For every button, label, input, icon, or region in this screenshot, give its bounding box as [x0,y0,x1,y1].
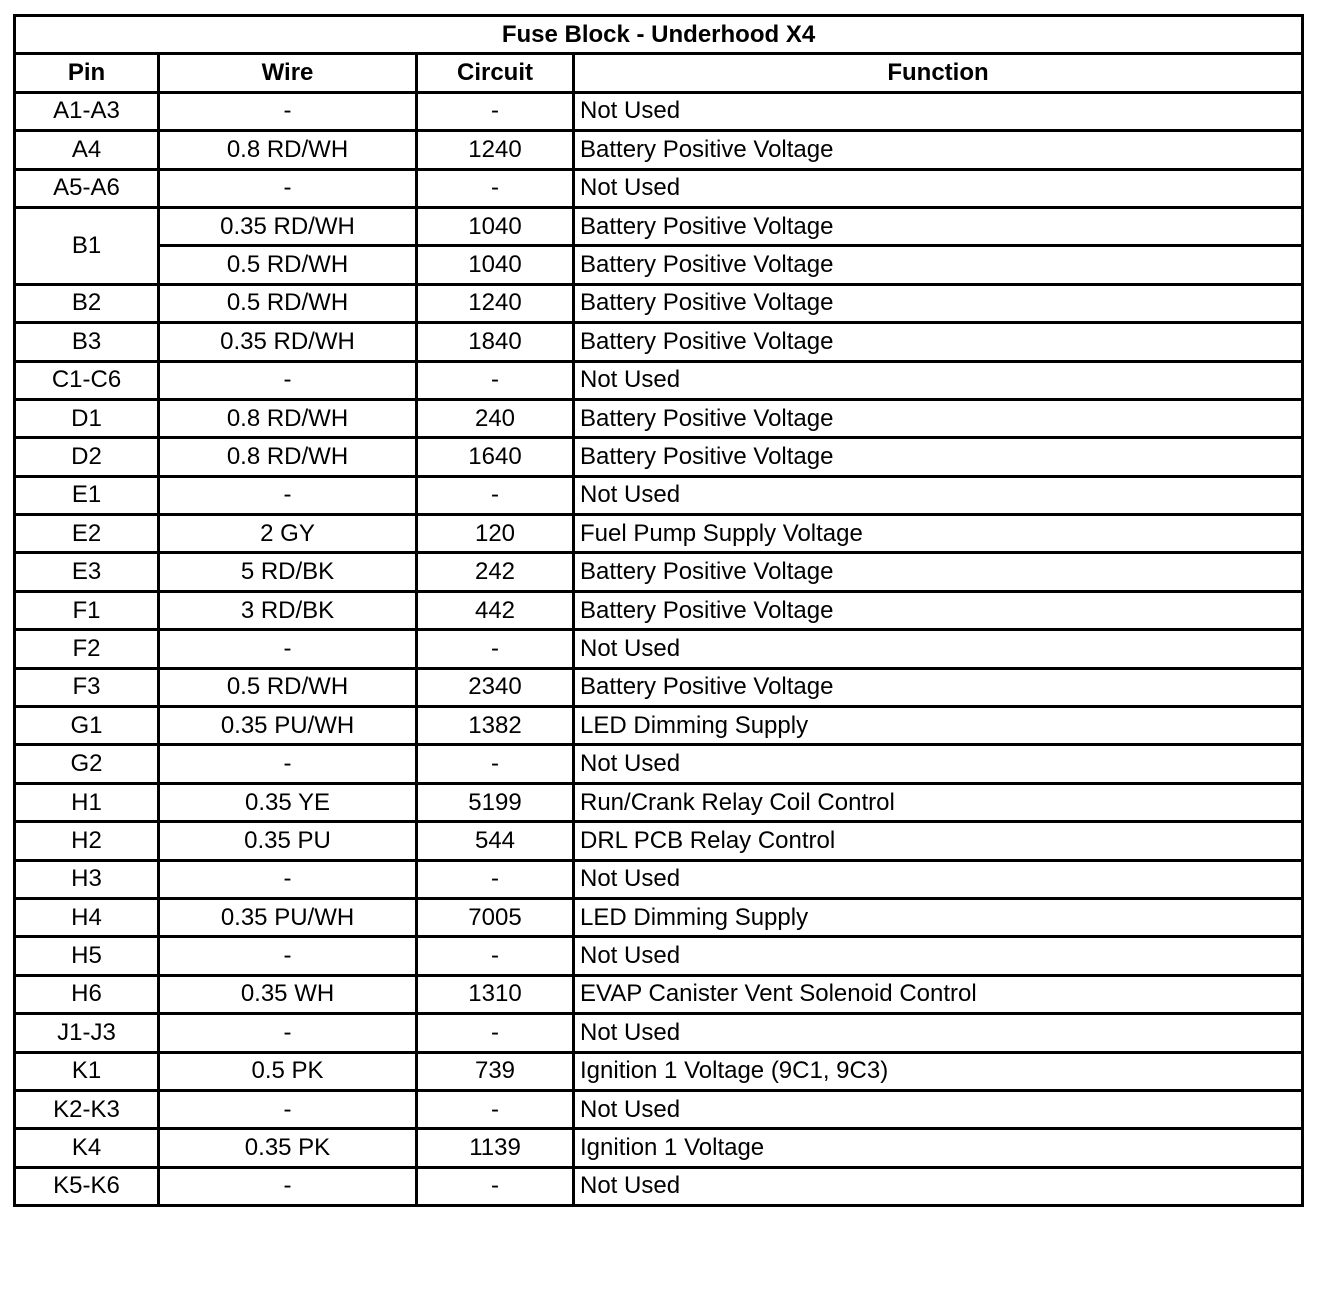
circuit-cell: - [417,1014,574,1052]
pin-cell: H5 [15,937,159,975]
function-cell: Not Used [574,1167,1303,1205]
pin-cell: D2 [15,438,159,476]
wire-cell: 0.8 RD/WH [159,131,417,169]
wire-cell: 0.8 RD/WH [159,438,417,476]
function-cell: EVAP Canister Vent Solenoid Control [574,975,1303,1013]
table-row [15,668,1303,706]
function-cell: Ignition 1 Voltage (9C1, 9C3) [574,1052,1303,1090]
table-row [15,131,1303,169]
circuit-cell: - [417,860,574,898]
circuit-cell: 1240 [417,284,574,322]
function-cell: LED Dimming Supply [574,707,1303,745]
circuit-cell: 1840 [417,323,574,361]
wire-cell: - [159,1014,417,1052]
function-cell: DRL PCB Relay Control [574,822,1303,860]
table-row [15,284,1303,322]
table-row [15,1129,1303,1167]
wire-cell: - [159,476,417,514]
pin-cell: A1-A3 [15,92,159,130]
pin-cell: B1 [15,207,159,284]
table-row [15,822,1303,860]
table-row [15,438,1303,476]
wire-cell: 0.5 RD/WH [159,246,417,284]
circuit-cell: - [417,745,574,783]
header-circuit: Circuit [417,54,574,92]
wire-cell: 3 RD/BK [159,591,417,629]
wire-cell: 0.35 PU/WH [159,707,417,745]
function-cell: Fuel Pump Supply Voltage [574,515,1303,553]
wire-cell: 0.35 WH [159,975,417,1013]
circuit-cell: 1382 [417,707,574,745]
function-cell: Not Used [574,630,1303,668]
function-cell: Battery Positive Voltage [574,131,1303,169]
wire-cell: 0.5 RD/WH [159,284,417,322]
table-row [15,1167,1303,1205]
pin-cell: H6 [15,975,159,1013]
circuit-cell: 1040 [417,246,574,284]
pin-cell: H2 [15,822,159,860]
table-row [15,783,1303,821]
circuit-cell: 1310 [417,975,574,1013]
table-row [15,937,1303,975]
wire-cell: 0.5 RD/WH [159,668,417,706]
pin-cell: J1-J3 [15,1014,159,1052]
table-row [15,591,1303,629]
pin-cell: H4 [15,898,159,936]
function-cell: LED Dimming Supply [574,898,1303,936]
circuit-cell: 242 [417,553,574,591]
wire-cell: - [159,361,417,399]
pin-cell: F1 [15,591,159,629]
circuit-cell: 1139 [417,1129,574,1167]
pin-cell: A5-A6 [15,169,159,207]
table-row [15,323,1303,361]
pin-cell: K2-K3 [15,1090,159,1128]
circuit-cell: 2340 [417,668,574,706]
table-row [15,745,1303,783]
function-cell: Battery Positive Voltage [574,438,1303,476]
header-pin: Pin [15,54,159,92]
wire-cell: 2 GY [159,515,417,553]
table-row [15,476,1303,514]
header-function: Function [574,54,1303,92]
pin-cell: F2 [15,630,159,668]
table-row [15,169,1303,207]
function-cell: Not Used [574,1014,1303,1052]
function-cell: Not Used [574,92,1303,130]
circuit-cell: - [417,92,574,130]
function-cell: Not Used [574,860,1303,898]
function-cell: Battery Positive Voltage [574,668,1303,706]
table-row [15,207,1303,245]
table-row [15,1052,1303,1090]
wire-cell: 0.5 PK [159,1052,417,1090]
wire-cell: 0.35 PK [159,1129,417,1167]
wire-cell: 0.35 RD/WH [159,323,417,361]
function-cell: Not Used [574,361,1303,399]
pin-cell: C1-C6 [15,361,159,399]
table-row [15,898,1303,936]
table-title: Fuse Block - Underhood X4 [15,16,1303,54]
circuit-cell: 1640 [417,438,574,476]
pin-cell: G2 [15,745,159,783]
pin-cell: B3 [15,323,159,361]
pin-cell: K5-K6 [15,1167,159,1205]
wire-cell: 0.35 RD/WH [159,207,417,245]
function-cell: Not Used [574,745,1303,783]
pin-cell: E3 [15,553,159,591]
circuit-cell: - [417,630,574,668]
circuit-cell: 120 [417,515,574,553]
pin-cell: D1 [15,399,159,437]
circuit-cell: 7005 [417,898,574,936]
wire-cell: 0.8 RD/WH [159,399,417,437]
table-row [15,707,1303,745]
table-row [15,515,1303,553]
pin-cell: H3 [15,860,159,898]
table-body [15,92,1303,1205]
pin-cell: E2 [15,515,159,553]
wire-cell: - [159,860,417,898]
circuit-cell: 5199 [417,783,574,821]
wire-cell: 0.35 YE [159,783,417,821]
table-row [15,630,1303,668]
circuit-cell: - [417,476,574,514]
function-cell: Battery Positive Voltage [574,323,1303,361]
wire-cell: - [159,169,417,207]
circuit-cell: - [417,937,574,975]
circuit-cell: - [417,1090,574,1128]
circuit-cell: 1040 [417,207,574,245]
function-cell: Battery Positive Voltage [574,591,1303,629]
pin-cell: A4 [15,131,159,169]
table-row [15,1090,1303,1128]
pin-cell: H1 [15,783,159,821]
circuit-cell: 442 [417,591,574,629]
wire-cell: - [159,92,417,130]
circuit-cell: 240 [417,399,574,437]
title-row [15,16,1303,54]
circuit-cell: 544 [417,822,574,860]
circuit-cell: - [417,1167,574,1205]
pin-cell: B2 [15,284,159,322]
table-row [15,1014,1303,1052]
wire-cell: 0.35 PU [159,822,417,860]
function-cell: Battery Positive Voltage [574,553,1303,591]
function-cell: Battery Positive Voltage [574,284,1303,322]
wire-cell: 0.35 PU/WH [159,898,417,936]
wire-cell: - [159,937,417,975]
function-cell: Not Used [574,937,1303,975]
pin-cell: F3 [15,668,159,706]
pin-cell: K4 [15,1129,159,1167]
circuit-cell: 739 [417,1052,574,1090]
function-cell: Battery Positive Voltage [574,399,1303,437]
wire-cell: - [159,630,417,668]
pin-cell: E1 [15,476,159,514]
header-row [15,54,1303,92]
pin-cell: G1 [15,707,159,745]
function-cell: Not Used [574,1090,1303,1128]
circuit-cell: - [417,361,574,399]
table-row [15,553,1303,591]
table-row [15,246,1303,284]
header-wire: Wire [159,54,417,92]
function-cell: Not Used [574,476,1303,514]
table-row [15,361,1303,399]
function-cell: Battery Positive Voltage [574,207,1303,245]
function-cell: Battery Positive Voltage [574,246,1303,284]
wire-cell: 5 RD/BK [159,553,417,591]
wire-cell: - [159,1090,417,1128]
wire-cell: - [159,745,417,783]
connector-pinout-table [13,14,1304,1207]
function-cell: Run/Crank Relay Coil Control [574,783,1303,821]
table-row [15,92,1303,130]
table-row [15,975,1303,1013]
function-cell: Not Used [574,169,1303,207]
circuit-cell: 1240 [417,131,574,169]
function-cell: Ignition 1 Voltage [574,1129,1303,1167]
table-row [15,399,1303,437]
wire-cell: - [159,1167,417,1205]
pin-cell: K1 [15,1052,159,1090]
circuit-cell: - [417,169,574,207]
table-row [15,860,1303,898]
